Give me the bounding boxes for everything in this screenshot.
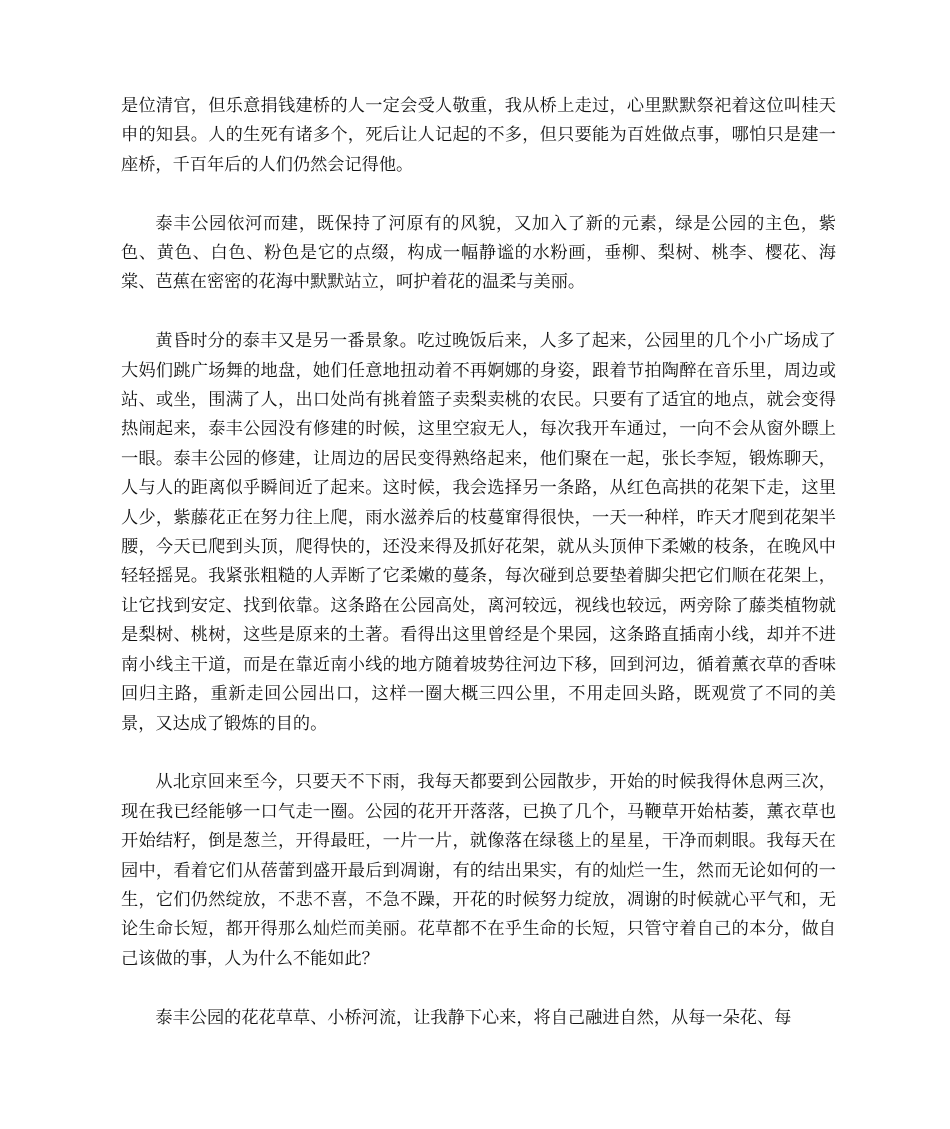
paragraph-2: 泰丰公园依河而建，既保持了河原有的风貌，又加入了新的元素，绿是公园的主色，紫色、黄色、白色、粉色是它的点缀，构成一幅静谧的水粉画，垂柳、梨树、桃李、樱花、海棠、芭蕉在密密的花海中默默站立，呵护着花的温柔与美丽。 bbox=[121, 213, 836, 293]
document-page bbox=[121, 92, 836, 1062]
paragraph-1: 是位清官，但乐意捐钱建桥的人一定会受人敬重，我从桥上走过，心里默默祭祀着这位叫桂天申的知县。人的生死有诸多个，死后让人记起的不多，但只要能为百姓做点事，哪怕只是建一座桥，千百年后的人们仍然会记得他。 bbox=[121, 96, 836, 175]
paragraph-5: 泰丰公园的花花草草、小桥河流，让我静下心来，将自己融进自然，从每一朵花、每 bbox=[155, 1007, 792, 1028]
paragraph-3: 黄昏时分的泰丰又是另一番景象。吃过晚饭后来，人多了起来，公园里的几个小广场成了大妈们跳广场舞的地盘，她们任意地扭动着不再婀娜的身姿，跟着节拍陶醉在音乐里，周边或站、或坐，围满了人，出口处尚有挑着篮子卖梨卖桃的农民。只要有了适宜的地点，就会变得热闹起来，泰丰公园没有修建的时候，这里空寂无人，每次我开车通过，一向不会从窗外瞟上一眼。泰丰公园的修建，让周边的居民变得熟络起来，他们聚在一起，张长李短，锻炼聊天，人与人的距离似乎瞬间近了起来。这时候，我会选择另一条路，从红色高拱的花架下走，这里人少，紫藤花正在努力往上爬，雨水滋养后的枝蔓窜得很快，一天一种样，昨天才爬到花架半腰，今天已爬到头顶，爬得快的，还没来得及抓好花架，就从头顶伸下柔嫩的枝条，在晚风中轻轻摇晃。我紧张粗糙的人弄断了它柔嫩的蔓条，每次碰到总要垫着脚尖把它们顺在花架上，让它找到安定、找到依靠。这条路在公园高处，离河较远，视线也较远，两旁除了藤类植物就是梨树、桃树，这些是原来的土著。看得出这里曾经是个果园，这条路直插南小线，却并不进南小线主干道，而是在靠近南小线的地方随着坡势往河边下移，回到河边，循着薰衣草的香味回归主路，重新走回公园出口，这样一圈大概三四公里，不用走回头路，既观赏了不同的美景，又达成了锻炼的目的。 bbox=[121, 331, 836, 734]
paragraph-4: 从北京回来至今，只要天不下雨，我每天都要到公园散步，开始的时候我得休息两三次，现在我已经能够一口气走一圈。公园的花开开落落，已换了几个，马鞭草开始枯萎，薰衣草也开始结籽，倒是葱兰，开得最旺，一片一片，就像落在绿毯上的星星，干净而刺眼。我每天在园中，看着它们从蓓蕾到盛开最后到凋谢，有的结出果实，有的灿烂一生，然而无论如何的一生，它们仍然绽放，不悲不喜，不急不躁，开花的时候努力绽放，凋谢的时候就心平气和，无论生命长短，都开得那么灿烂而美丽。花草都不在乎生命的长短，只管守着自己的本分，做自己该做的事，人为什么不能如此？ bbox=[121, 772, 836, 969]
